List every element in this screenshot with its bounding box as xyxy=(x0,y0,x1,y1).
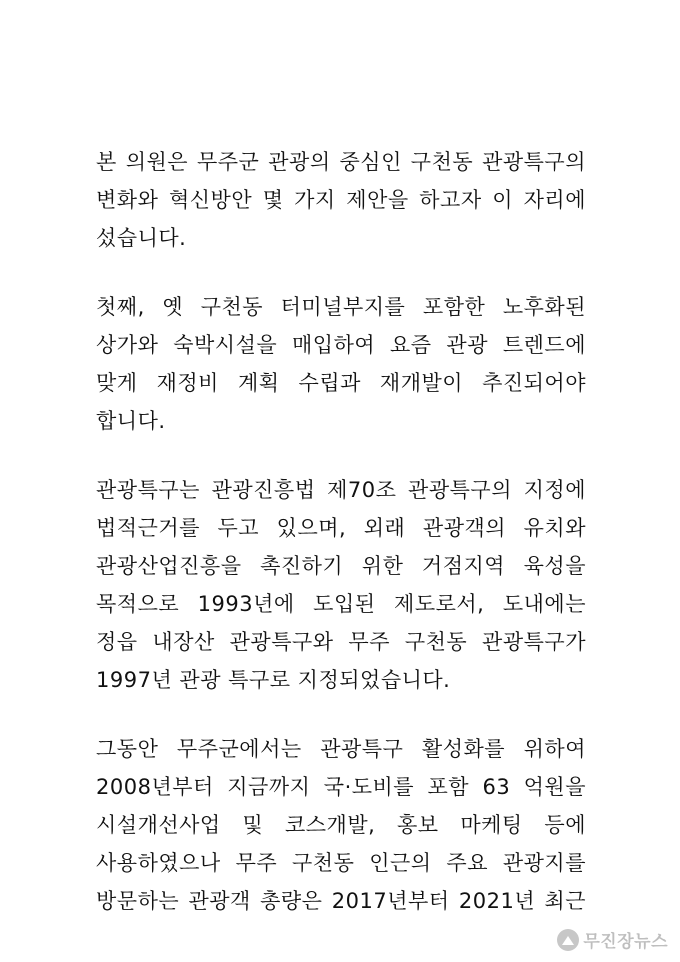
text-line: 1997년 관광 특구로 지정되었습니다. xyxy=(96,668,451,692)
text-line: 맞게 재정비 계획 수립과 재개발이 추진되어야 xyxy=(96,371,586,395)
text-line: 관광산업진흥을 촉진하기 위한 거점지역 육성을 xyxy=(96,554,586,578)
paragraph-4 xyxy=(96,730,586,920)
text-line: 합니다. xyxy=(96,409,166,433)
text-line: 사용하였으나 무주 구천동 인근의 주요 관광지를 xyxy=(96,851,586,875)
text-line: 목적으로 1993년에 도입된 제도로서, 도내에는 xyxy=(96,592,586,616)
text-line: 정읍 내장산 관광특구와 무주 구천동 관광특구가 xyxy=(96,630,586,654)
text-line: 본 의원은 무주군 관광의 중심인 구천동 관광특구의 xyxy=(96,150,586,174)
text-line: 시설개선사업 및 코스개발, 홍보 마케팅 등에 xyxy=(96,813,586,837)
text-line: 방문하는 관광객 총량은 2017년부터 2021년 최근 xyxy=(96,889,586,913)
text-line: 상가와 숙박시설을 매입하여 요즘 관광 트렌드에 xyxy=(96,333,586,357)
paragraph-1 xyxy=(96,143,586,257)
document-body xyxy=(96,143,586,951)
watermark-text: 무진장뉴스 xyxy=(583,932,668,952)
paragraph-3 xyxy=(96,471,586,699)
text-line: 2008년부터 지금까지 국·도비를 포함 63 억원을 xyxy=(96,775,586,799)
mountain-logo-icon xyxy=(557,929,579,951)
text-line: 관광특구는 관광진흥법 제70조 관광특구의 지정에 xyxy=(96,478,586,502)
text-line: 첫째, 옛 구천동 터미널부지를 포함한 노후화된 xyxy=(96,295,586,319)
text-line: 법적근거를 두고 있으며, 외래 관광객의 유치와 xyxy=(96,516,586,540)
text-line: 변화와 혁신방안 몇 가지 제안을 하고자 이 자리에 xyxy=(96,188,586,212)
watermark xyxy=(557,927,668,952)
text-line: 그동안 무주군에서는 관광특구 활성화를 위하여 xyxy=(96,737,586,761)
paragraph-2 xyxy=(96,288,586,440)
text-line: 섰습니다. xyxy=(96,226,187,250)
